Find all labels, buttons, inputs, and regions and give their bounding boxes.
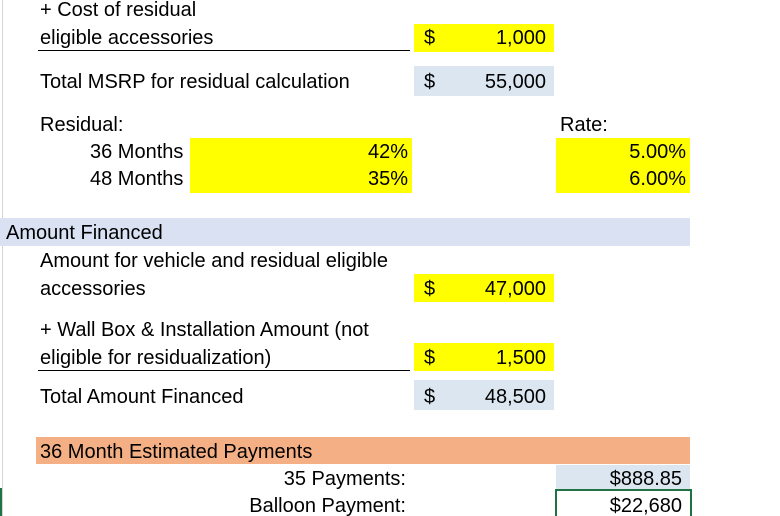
column-edge <box>2 0 3 516</box>
residual-term-48: 48 Months <box>90 168 184 190</box>
residual-heading: Residual: <box>40 114 124 136</box>
vehicle-currency: $ <box>424 278 436 300</box>
vehicle-amount-value[interactable]: 47,000 <box>484 278 546 300</box>
accessories-value[interactable]: 1,000 <box>495 27 546 49</box>
balloon-value[interactable]: $22,680 <box>609 495 682 516</box>
vehicle-label-line2: accessories <box>40 278 146 300</box>
rate-heading: Rate: <box>560 114 608 136</box>
wallbox-underline <box>38 370 410 371</box>
amount-financed-title: Amount Financed <box>6 222 163 244</box>
residual-term-36: 36 Months <box>90 141 184 163</box>
wallbox-label-line1: + Wall Box & Installation Amount (not <box>40 319 369 341</box>
msrp-currency: $ <box>424 71 436 93</box>
residual-pct-48[interactable]: 35% <box>367 168 408 190</box>
accessories-underline <box>38 50 410 51</box>
vehicle-label-line1: Amount for vehicle and residual eligible <box>40 250 388 272</box>
rate-48-value[interactable]: 6.00% <box>629 168 686 190</box>
msrp-label: Total MSRP for residual calculation <box>40 71 350 93</box>
msrp-value[interactable]: 55,000 <box>484 71 546 93</box>
accessories-currency: $ <box>424 27 436 49</box>
payments-label: 35 Payments: <box>283 468 406 490</box>
total-financed-currency: $ <box>424 386 436 408</box>
residual-pct-36[interactable]: 42% <box>367 141 408 163</box>
total-financed-label: Total Amount Financed <box>40 386 244 408</box>
accessories-label-line2: eligible accessories <box>40 27 214 49</box>
wallbox-label-line2: eligible for residualization) <box>40 347 272 369</box>
payments36-title: 36 Month Estimated Payments <box>40 441 313 463</box>
row-selection-marker <box>0 488 2 516</box>
wallbox-amount-value[interactable]: 1,500 <box>495 347 546 369</box>
payments-value[interactable]: $888.85 <box>609 468 682 490</box>
balloon-label: Balloon Payment: <box>249 495 406 516</box>
total-financed-value[interactable]: 48,500 <box>484 386 546 408</box>
wallbox-currency: $ <box>424 347 436 369</box>
accessories-label-line1: + Cost of residual <box>40 0 197 21</box>
rate-36-value[interactable]: 5.00% <box>629 141 686 163</box>
